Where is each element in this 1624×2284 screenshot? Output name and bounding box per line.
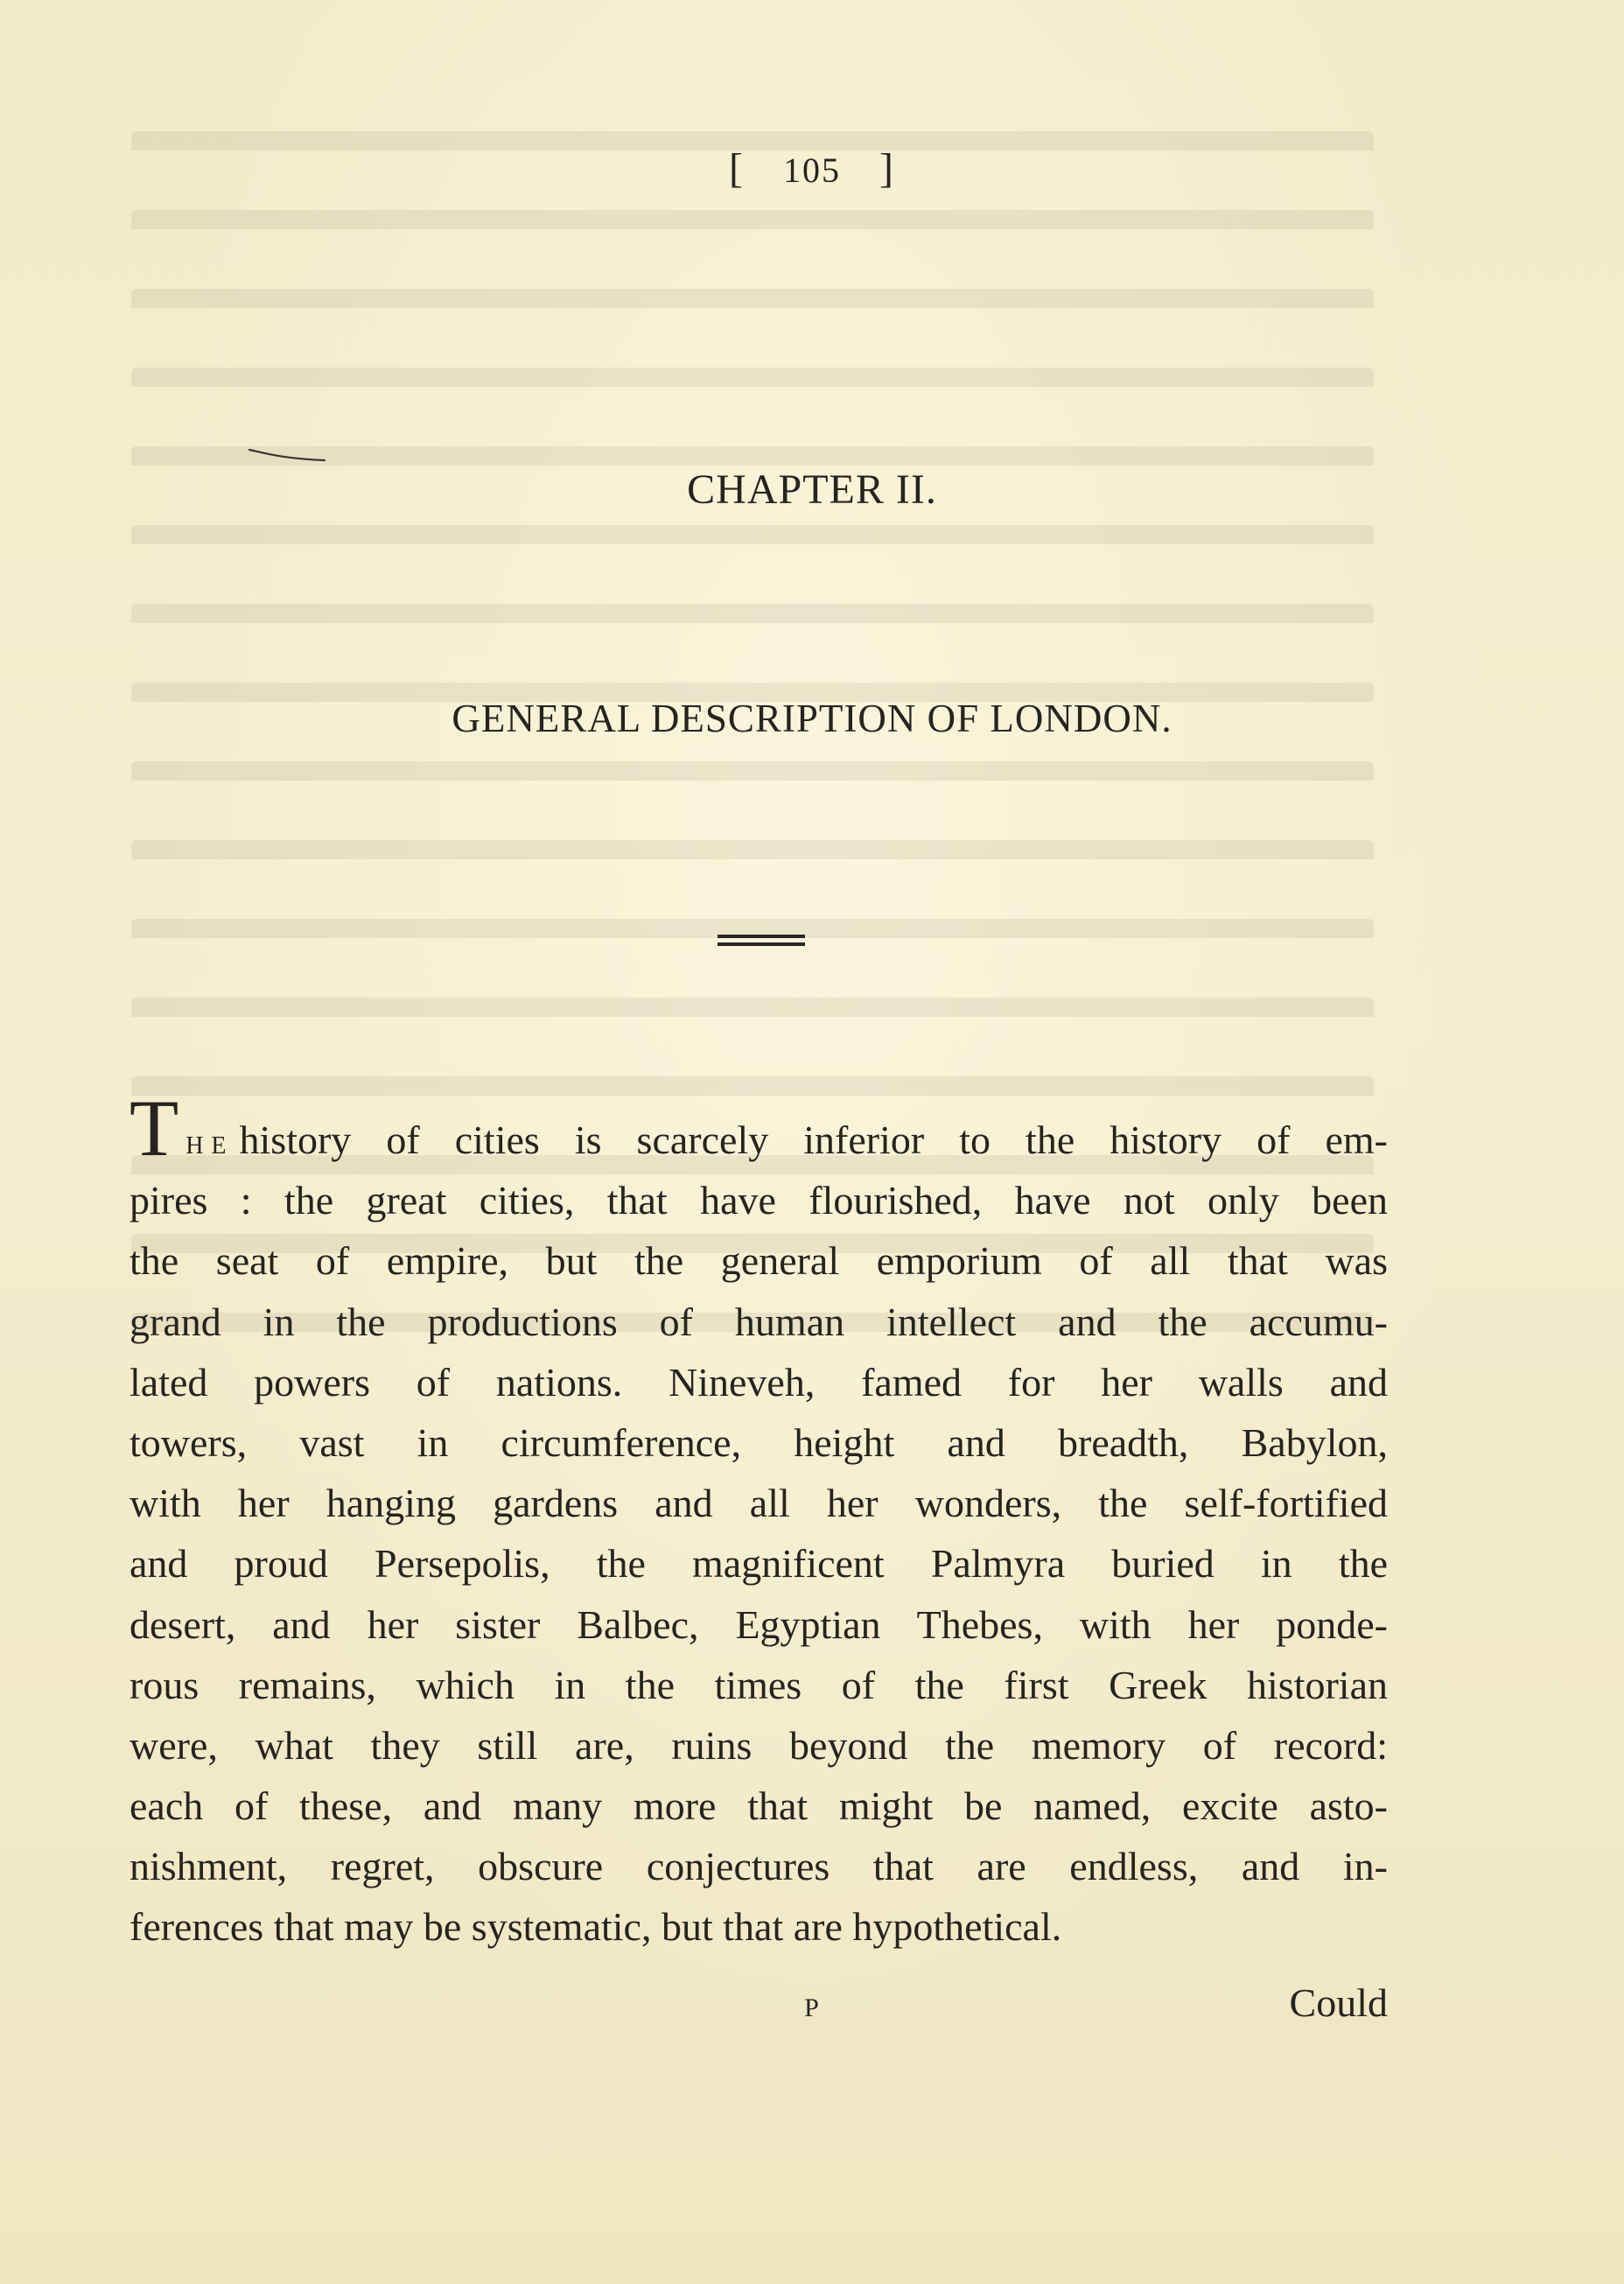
page-number: 105 xyxy=(783,151,841,190)
text-line: desert, and her sister Balbec, Egyptian Thebes, with her ponde- xyxy=(130,1601,1388,1647)
chapter-heading: CHAPTER II. xyxy=(687,466,937,513)
text-line: the seat of empire, but the general emporium of all that was xyxy=(130,1238,1388,1284)
text-line: nishment, regret, obscure conjectures that are endless, and in- xyxy=(130,1844,1388,1889)
body-paragraph xyxy=(130,1083,1388,1958)
folio-open-bracket: [ xyxy=(729,145,745,192)
text-line: ferences that may be systematic, but that are hypothetical. xyxy=(130,1904,1062,1950)
chapter-subtitle: GENERAL DESCRIPTION OF LONDON. xyxy=(452,697,1172,740)
text-line: grand in the productions of human intellect and the accumu- xyxy=(130,1299,1388,1344)
text-line: each of these, and many more that might be named, excite asto- xyxy=(130,1783,1388,1829)
text-line: with her hanging gardens and all her wonders, the self-fortified xyxy=(130,1481,1388,1526)
text-line: and proud Persepolis, the magnificent Palmyra buried in the xyxy=(130,1541,1388,1587)
page-footer-line xyxy=(130,1979,1388,2041)
drop-initial: T xyxy=(130,1083,179,1173)
page-number-header xyxy=(0,144,1624,193)
catchword: Could xyxy=(1289,1980,1388,2025)
ornamental-rule xyxy=(718,935,805,950)
stray-ink-mark xyxy=(248,446,326,464)
folio-close-bracket: ] xyxy=(879,145,895,192)
signature-mark: P xyxy=(804,1993,820,2022)
text-line: lated powers of nations. Nineveh, famed for her walls and xyxy=(130,1359,1388,1405)
text-line: rous remains, which in the times of the first Greek historian xyxy=(130,1662,1388,1707)
text-line: towers, vast in circumference, height and breadth, Babylon, xyxy=(130,1419,1388,1465)
text-line: were, what they still are, ruins beyond the memory of record: xyxy=(130,1722,1388,1768)
initial-smallcaps: HE xyxy=(186,1132,234,1160)
text-line xyxy=(130,1083,1388,1173)
line-text: history of cities is scarcely inferior to the history of em- xyxy=(239,1117,1388,1162)
text-line: pires : the great cities, that have flourished, have not only been xyxy=(130,1178,1388,1223)
